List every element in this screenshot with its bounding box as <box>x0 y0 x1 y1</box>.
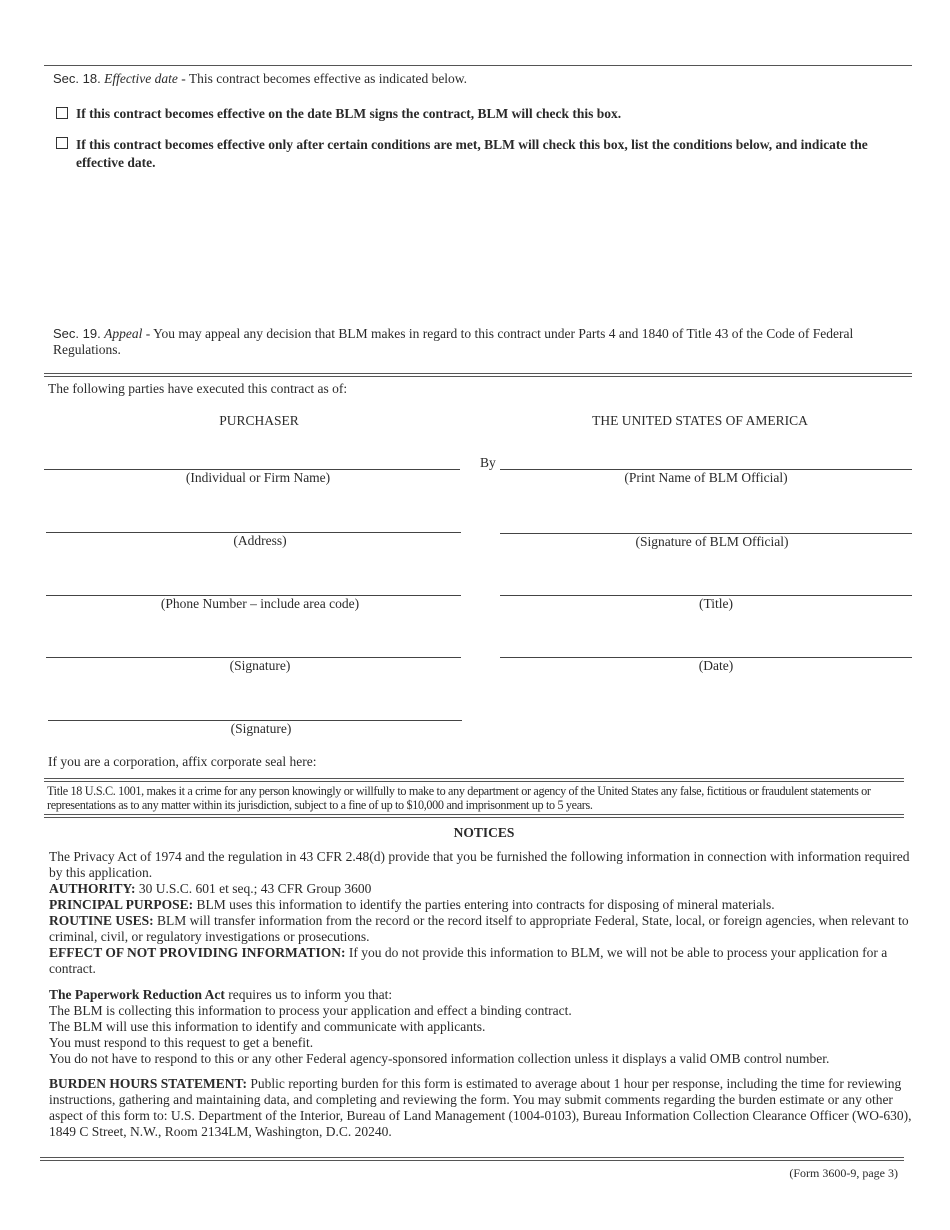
burden-label: BURDEN HOURS STATEMENT: <box>49 1076 248 1091</box>
authority-text: 30 U.S.C. 601 et seq.; 43 CFR Group 3600 <box>135 881 372 896</box>
bottom-rule-2 <box>40 1160 904 1161</box>
sec19-text: - You may appeal any decision that BLM makes in regard to this contract under Parts 4 and 1840 of Title 43 of the Code of Federal Regulations. <box>53 326 854 357</box>
blm-signature-caption: (Signature of BLM Official) <box>635 534 789 549</box>
sec18-title: Effective date <box>104 71 178 86</box>
pra-label: The Paperwork Reduction Act <box>49 987 225 1002</box>
purchaser-signature-caption-2: (Signature) <box>230 721 292 736</box>
privacy-act-intro: The Privacy Act of 1974 and the regulation in 43 CFR 2.48(d) provide that you be furnished the following information in connection with information required by this application. <box>49 849 910 880</box>
firm-name-caption: (Individual or Firm Name) <box>185 470 331 485</box>
effect-line <box>49 945 915 977</box>
routine-uses-text: BLM will transfer information from the record or the record itself to appropriate Federal, State, local, or foreign agencies, when relevant to criminal, civil, or regulatory investigations or prosecutions. <box>49 913 909 944</box>
blm-print-name-caption: (Print Name of BLM Official) <box>624 470 788 485</box>
principal-purpose-line <box>49 897 915 913</box>
sec19-paragraph <box>53 326 903 358</box>
checkbox1-label: If this contract becomes effective on the date BLM signs the contract, BLM will check this box. <box>76 106 622 121</box>
effect-text: If you do not provide this information to BLM, we will not be able to process your application for a contract. <box>49 945 888 976</box>
effect-label: EFFECT OF NOT PROVIDING INFORMATION: <box>49 945 346 960</box>
notices-heading: NOTICES <box>453 825 515 840</box>
pra-item: The BLM is collecting this information to process your application and effect a binding contract. <box>49 1003 572 1018</box>
routine-uses-label: ROUTINE USES: <box>49 913 154 928</box>
top-rule <box>44 65 912 66</box>
paperwork-reduction-intro <box>49 987 915 1003</box>
sec18-label: Sec. 18. <box>53 71 101 86</box>
by-label: By <box>480 455 496 470</box>
checkbox2-label: If this contract becomes effective only after certain conditions are met, BLM will check this box, list the conditions below, and indicate the effective date. <box>76 137 868 170</box>
principal-purpose-label: PRINCIPAL PURPOSE: <box>49 897 194 912</box>
effective-on-signing-checkbox[interactable] <box>56 107 68 119</box>
burden-text: Public reporting burden for this form is estimated to average about 1 hour per response, including the time for reviewing instructions, gathering and maintaining data, and completing and reviewing the form. You may submit comments regarding the burden estimate or any other aspect of this form to: U.S. Department of the Interior, Bureau of Land Management (1004-0103), Bureau Information Collection Clearance Officer (WO-630), 1849 C Street, N.W., Room 2134LM, Washington, D.C. 20240. <box>49 1076 912 1139</box>
bottom-rule-1 <box>40 1157 904 1158</box>
notices-body <box>49 849 915 1140</box>
pra-item: You must respond to this request to get a benefit. <box>49 1035 314 1050</box>
warning-rule-top-1 <box>44 778 904 779</box>
sec19-label: Sec. 19. <box>53 326 101 341</box>
sec18-text: - This contract becomes effective as indicated below. <box>177 71 468 86</box>
form-footer: (Form 3600-9, page 3) <box>789 1166 898 1180</box>
phone-caption: (Phone Number – include area code) <box>160 596 360 611</box>
blm-title-caption: (Title) <box>698 596 733 611</box>
authority-line <box>49 881 915 897</box>
purchaser-signature-caption-1: (Signature) <box>229 658 291 673</box>
pra-item: You do not have to respond to this or any other Federal agency-sponsored information collection unless it displays a valid OMB control number. <box>49 1051 830 1066</box>
usa-heading: THE UNITED STATES OF AMERICA <box>592 413 808 428</box>
routine-uses-line <box>49 913 915 945</box>
execution-intro: The following parties have executed this contract as of: <box>48 381 348 396</box>
pra-item: The BLM will use this information to identify and communicate with applicants. <box>49 1019 486 1034</box>
warning-rule-top-2 <box>44 781 904 782</box>
principal-purpose-text: BLM uses this information to identify the parties entering into contracts for disposing of mineral materials. <box>193 897 775 912</box>
warning-rule-bottom-2 <box>44 817 904 818</box>
purchaser-heading: PURCHASER <box>219 413 299 428</box>
warning-rule-bottom-1 <box>44 814 904 815</box>
execution-rule-1 <box>44 373 912 374</box>
pra-text: requires us to inform you that: <box>224 987 393 1002</box>
blm-date-caption: (Date) <box>698 658 734 673</box>
sec19-title: Appeal <box>104 326 143 341</box>
authority-label: AUTHORITY: <box>49 881 136 896</box>
sec18-heading <box>53 71 903 87</box>
corporate-seal-instruction: If you are a corporation, affix corporate seal here: <box>48 754 317 769</box>
address-caption: (Address) <box>233 533 287 548</box>
effective-after-conditions-checkbox[interactable] <box>56 137 68 149</box>
execution-rule-2 <box>44 376 912 377</box>
false-statement-warning: Title 18 U.S.C. 1001, makes it a crime for any person knowingly or willfully to make to any department or agency of the United States any false, fictitious or fraudulent statements or representations as to any matter within its jurisdiction, subject to a fine of up to $10,000 and imprisonment up to 5 years. <box>47 784 871 812</box>
burden-hours-statement <box>49 1076 915 1140</box>
